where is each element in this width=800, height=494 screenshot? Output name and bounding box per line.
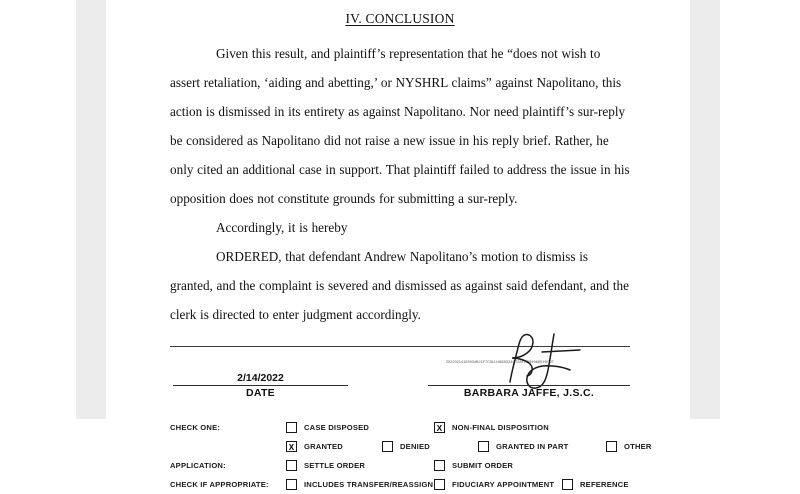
- form-cell-fiduciary-appointment[interactable]: [434, 479, 562, 490]
- checkbox-denied[interactable]: [382, 441, 393, 452]
- document-page: [106, 0, 690, 489]
- checkbox-granted-in-part[interactable]: [478, 441, 489, 452]
- paragraph-ordered: ORDERED, that defendant Andrew Napolitano’s motion to dismiss is granted, and the complaint is severed and dismissed as against said defendant, and the clerk is directed to enter judgment accordingly.: [170, 249, 629, 322]
- form-cell-denied[interactable]: [382, 441, 478, 452]
- body-text: [170, 39, 630, 329]
- checkbox-reference[interactable]: [562, 479, 573, 490]
- checkbox-label-includes-transfer-reassign: INCLUDES TRANSFER/REASSIGN: [304, 480, 434, 489]
- checkbox-settle-order[interactable]: [286, 460, 297, 471]
- checkbox-other[interactable]: [606, 441, 617, 452]
- signature-hash-code: 20220214153934BJ1F7C5LLH65B324C728FCB89988019FCF: [446, 360, 554, 364]
- paragraph-accordingly: Accordingly, it is hereby: [216, 220, 348, 235]
- form-cell-granted-in-part[interactable]: [478, 441, 606, 452]
- form-cell-non-final-disposition[interactable]: [434, 422, 562, 433]
- page-gutter-right: [690, 0, 720, 419]
- judge-signature-space: [428, 372, 630, 385]
- signature-block: [170, 346, 630, 412]
- form-row-label-check-if-appropriate: CHECK IF APPROPRIATE:: [170, 480, 269, 489]
- checkbox-submit-order[interactable]: [434, 460, 445, 471]
- checkbox-label-granted: GRANTED: [304, 442, 343, 451]
- checkbox-label-settle-order: SETTLE ORDER: [304, 461, 366, 470]
- date-signature-area: [173, 372, 348, 400]
- checkbox-includes-transfer-reassign[interactable]: [286, 479, 297, 490]
- form-cell-case-disposed[interactable]: [286, 422, 434, 433]
- checkbox-label-fiduciary-appointment: FIDUCIARY APPOINTMENT: [452, 480, 555, 489]
- form-row-label-application: APPLICATION:: [170, 461, 226, 470]
- checkbox-granted[interactable]: X: [286, 441, 297, 452]
- form-cell-submit-order[interactable]: [434, 460, 562, 471]
- section-heading: [170, 0, 630, 27]
- date-label: DATE: [245, 387, 275, 399]
- date-value: 2/14/2022: [237, 372, 284, 384]
- form-cell-includes-transfer-reassign[interactable]: [286, 479, 434, 490]
- judge-name: BARBARA JAFFE, J.S.C.: [463, 387, 595, 399]
- form-row-application: [170, 456, 630, 475]
- horizontal-rule: [170, 346, 630, 347]
- checkbox-non-final-disposition[interactable]: X: [434, 422, 445, 433]
- paragraph-conclusion: Given this result, and plaintiff’s representation that he “does not wish to assert retaliation, ‘aiding and abetting,’ or NYSHRL claims” against Napolitano, this action is dismissed in its entirety as against Napolitano. Nor need plaintiff’s sur-reply be considered as Napolitano did not raise a new issue in his reply brief. Rather, he only cited an additional case in support. That plaintiff failed to address the issue in his opposition does not constitute grounds for submitting a sur-reply.: [170, 46, 630, 206]
- form-cell-granted[interactable]: [286, 441, 382, 452]
- form-row-label: CHECK ONE:: [170, 423, 221, 432]
- page-gutter-left: [76, 0, 106, 419]
- checkbox-label-submit-order: SUBMIT ORDER: [452, 461, 514, 470]
- checkbox-label-granted-in-part: GRANTED IN PART: [496, 442, 569, 451]
- form-row-granted: [170, 437, 652, 456]
- disposition-form: [170, 418, 652, 494]
- checkbox-label-non-final-disposition: NON-FINAL DISPOSITION: [452, 423, 549, 432]
- form-row-check-one: [170, 418, 630, 437]
- checkbox-case-disposed[interactable]: [286, 422, 297, 433]
- form-cell-other[interactable]: [606, 441, 716, 452]
- form-cell-settle-order[interactable]: [286, 460, 434, 471]
- checkbox-label-denied: DENIED: [400, 442, 430, 451]
- section-heading-text: IV. CONCLUSION: [345, 11, 455, 26]
- form-row-check-if-appropriate: [170, 475, 630, 494]
- checkbox-fiduciary-appointment[interactable]: [434, 479, 445, 490]
- checkbox-label-reference: REFERENCE: [580, 480, 629, 489]
- checkbox-label-case-disposed: CASE DISPOSED: [304, 423, 370, 432]
- checkbox-label-other: OTHER: [624, 442, 652, 451]
- form-cell-reference[interactable]: [562, 479, 672, 490]
- judge-signature-area: [428, 372, 630, 400]
